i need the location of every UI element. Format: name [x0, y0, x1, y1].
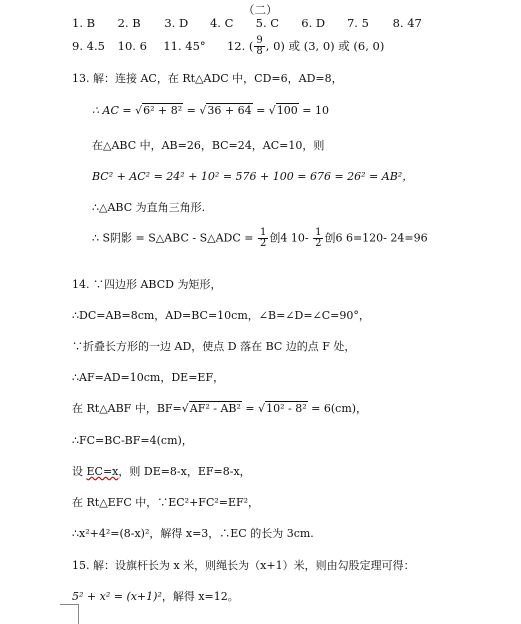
answer-item: 10. 6: [117, 38, 147, 53]
answer-item: 1. B: [72, 16, 96, 30]
q15-line-1: 15. 解：设旗杆长为 x 米，则绳长为（x+1）米，则由勾股定理可得：: [72, 559, 415, 572]
answer-item: 5. C: [255, 16, 280, 30]
q13-line-2: ∴ AC = √6² + 8² = √36 + 64 = √100 = 10: [92, 104, 330, 117]
answer-item: 11. 45°: [163, 38, 206, 53]
section-header: （二）: [243, 3, 278, 17]
q14-line-5: 在 Rt△ABF 中，BF=√AF² - AB² = √10² - 8² = 6(cm)，: [72, 402, 368, 415]
q13-line-6: ∴ S阴影 = S△ABC - S△ADC = $\frac{1}{2}$ 创4 10- $\frac{1}{2}$ 创6 6=120- 24=96: [92, 227, 428, 249]
q14-line-9: ∴x²+4²=(8-x)²，解得 x=3，∴EC 的长为 3cm.: [72, 527, 314, 540]
answer-item: 9. 4.5: [72, 38, 105, 53]
q13-line-5: ∴△ABC 为直角三角形.: [92, 201, 206, 214]
answer-item: 8. 47: [392, 16, 422, 30]
answers-row-1: [72, 16, 422, 30]
q14-line-8: 在 Rt△EFC 中，∵EC²+FC²=EF²，: [72, 496, 260, 509]
q14-line-7: 设 EC=x，则 DE=8-x，EF=8-x，: [72, 465, 251, 478]
answer-item: 7. 5: [346, 16, 369, 30]
page-corner-mark-horizontal: [60, 604, 78, 605]
q14-line-3: ∵折叠长方形的一边 AD，使点 D 落在 BC 边的点 F 处，: [72, 340, 356, 353]
q14-line-6: ∴FC=BC-BF=4(cm)，: [72, 434, 193, 447]
q13-line-3: 在△ABC 中，AB=26，BC=24，AC=10，则: [92, 139, 325, 152]
q15-line-2: 5² + x² = (x+1)²，解得 x=12。: [72, 590, 239, 603]
q14-line-1: 14. ∵四边形 ABCD 为矩形，: [72, 278, 222, 291]
q13-line-4: BC² + AC² = 24² + 10² = 576 + 100 = 676 = 26² = AB²，: [92, 170, 414, 183]
answer-item: 2. B: [117, 16, 141, 30]
answers-row-2: [72, 36, 384, 57]
answer-item: 3. D: [164, 16, 189, 30]
page-corner-mark: [78, 604, 79, 624]
answer-item: 6. D: [301, 16, 326, 30]
q14-line-4: ∴AF=AD=10cm，DE=EF，: [72, 371, 225, 384]
q14-line-2: ∴DC=AB=8cm，AD=BC=10cm，∠B=∠D=∠C=90°，: [72, 309, 370, 322]
answer-12: 12. ( $\frac{9}{8}$ , 0) 或 (3, 0) 或 (6, 0): [226, 35, 385, 57]
answer-item: 4. C: [209, 16, 234, 30]
q13-line-1: 13. 解：连接 AC，在 Rt△ADC 中，CD=6，AD=8，: [72, 72, 343, 85]
